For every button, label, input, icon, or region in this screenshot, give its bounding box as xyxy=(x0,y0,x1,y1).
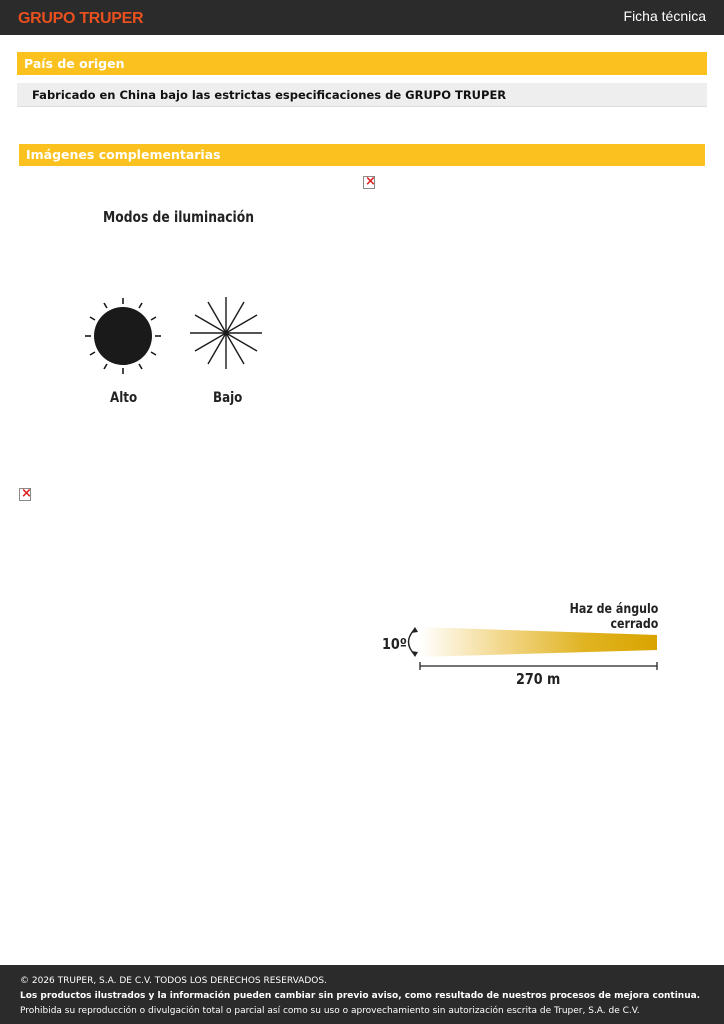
images-section-heading: Imágenes complementarias xyxy=(19,144,705,166)
brand-logo: GRUPO TRUPER xyxy=(18,10,144,27)
beam-angle-label: 10º xyxy=(382,635,407,653)
footer-prohibition: Prohibida su reproducción o divulgación total o parcial así como su uso o aprovechamiento sin autorización escrita de Truper, S.A. de C.V. xyxy=(20,1006,640,1016)
beam-title-line2: cerrado xyxy=(610,617,658,632)
origin-section-heading: País de origen xyxy=(17,52,707,75)
lighting-modes-title: Modos de iluminación xyxy=(103,208,254,226)
beam-shape xyxy=(420,627,657,657)
low-mode-label: Bajo xyxy=(213,390,243,406)
origin-text: Fabricado en China bajo las estrictas especificaciones de GRUPO TRUPER xyxy=(17,83,707,107)
beam-title-line1: Haz de ángulo xyxy=(569,602,658,617)
footer-notice: Los productos ilustrados y la información pueden cambiar sin previo aviso, como resultado de nuestros procesos de mejora continua. xyxy=(20,991,701,1001)
document-title: Ficha técnica xyxy=(623,8,706,24)
footer-copyright: © 2026 TRUPER, S.A. DE C.V. TODOS LOS DERECHOS RESERVADOS. xyxy=(20,976,327,986)
beam-distance-label: 270 m xyxy=(516,670,561,688)
angle-arc xyxy=(409,629,416,655)
high-mode-label: Alto xyxy=(110,390,138,406)
distance-measure-line xyxy=(420,662,657,670)
footer xyxy=(0,965,724,1024)
